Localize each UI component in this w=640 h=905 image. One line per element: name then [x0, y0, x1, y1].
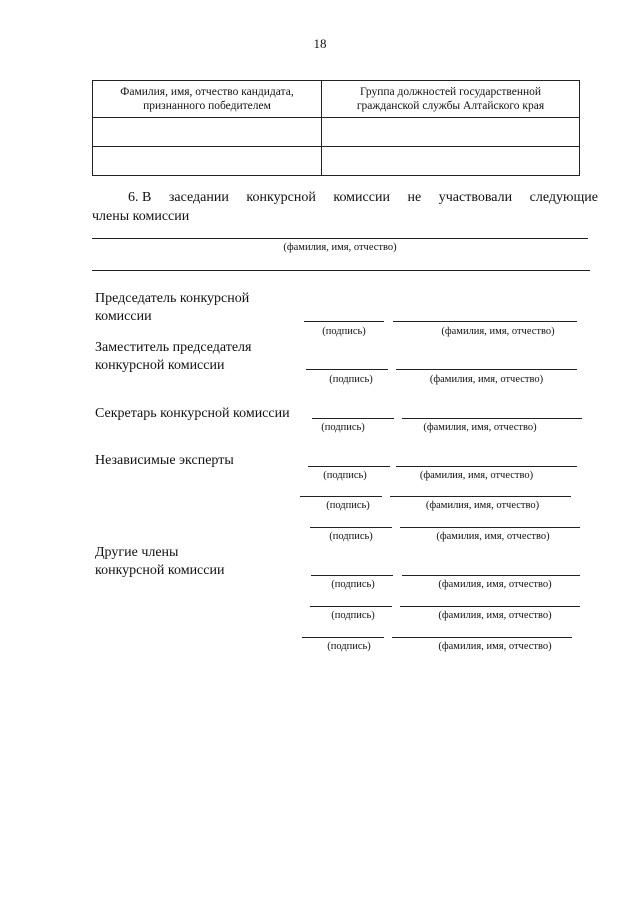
role-line: Заместитель председателя	[95, 340, 252, 355]
signature-caption: (подпись)	[331, 579, 375, 590]
paragraph-6-line-1	[92, 188, 598, 207]
table-header-row	[93, 81, 580, 118]
signature-caption: (подпись)	[323, 470, 367, 481]
role-line: Секретарь конкурсной комиссии	[95, 406, 290, 421]
signature-line[interactable]	[311, 575, 393, 576]
page-number: 18	[313, 36, 327, 51]
fio-caption: (фамилия, имя, отчество)	[425, 500, 540, 511]
table-row	[93, 118, 580, 147]
role-line: Независимые эксперты	[95, 453, 234, 468]
signature-line[interactable]	[302, 637, 384, 638]
role-chairman	[95, 290, 249, 326]
paragraph-word: комиссии	[333, 190, 390, 205]
table-cell[interactable]	[93, 147, 322, 176]
signature-caption: (подпись)	[326, 500, 370, 511]
signature-caption: (подпись)	[331, 610, 375, 621]
signature-line[interactable]	[300, 496, 382, 497]
role-line: конкурсной комиссии	[95, 563, 225, 578]
role-secretary	[95, 405, 290, 423]
fio-caption: (фамилия, имя, отчество)	[438, 610, 552, 621]
fio-caption: (фамилия, имя, отчество)	[423, 422, 537, 433]
fio-line[interactable]	[396, 369, 577, 370]
winners-table	[92, 80, 580, 176]
paragraph-word: не	[407, 190, 422, 205]
signature-line[interactable]	[310, 606, 392, 607]
fio-caption: (фамилия, имя, отчество)	[441, 326, 555, 337]
absent-members-line[interactable]	[92, 238, 588, 239]
role-line: Другие члены	[95, 545, 179, 560]
paragraph-word: участвовали	[438, 190, 513, 205]
fio-line[interactable]	[392, 637, 572, 638]
header-line: признанного победителем	[143, 100, 271, 112]
header-line: гражданской службы Алтайского края	[356, 100, 545, 112]
signature-caption: (подпись)	[329, 374, 373, 385]
fio-line[interactable]	[400, 606, 580, 607]
paragraph-6-line-2: члены комиссии	[92, 209, 190, 224]
signature-line[interactable]	[312, 418, 394, 419]
signature-caption: (подпись)	[322, 326, 366, 337]
absent-fio-caption: (фамилия, имя, отчество)	[283, 242, 397, 253]
table-header-cell-candidate	[93, 81, 322, 118]
role-experts	[95, 452, 234, 470]
fio-caption: (фамилия, имя, отчество)	[436, 531, 550, 542]
table-cell[interactable]	[322, 147, 580, 176]
fio-caption: (фамилия, имя, отчество)	[419, 470, 534, 481]
signature-line[interactable]	[310, 527, 392, 528]
absent-members-line-2[interactable]	[92, 270, 590, 271]
fio-caption: (фамилия, имя, отчество)	[438, 579, 552, 590]
paragraph-word: конкурсной	[246, 190, 316, 205]
paragraph-word: следующие	[529, 190, 598, 205]
fio-line[interactable]	[402, 575, 580, 576]
header-line: Группа должностей государственной	[359, 86, 542, 98]
table-cell[interactable]	[322, 118, 580, 147]
role-line: комиссии	[95, 309, 152, 324]
role-deputy	[95, 339, 251, 375]
role-line: конкурсной комиссии	[95, 358, 225, 373]
fio-line[interactable]	[393, 321, 577, 322]
signature-line[interactable]	[304, 321, 384, 322]
role-line: Председатель конкурсной	[95, 291, 250, 306]
table-cell[interactable]	[93, 118, 322, 147]
fio-caption: (фамилия, имя, отчество)	[429, 374, 544, 385]
signature-line[interactable]	[308, 466, 390, 467]
fio-caption: (фамилия, имя, отчество)	[438, 641, 552, 652]
table-header-cell-group	[322, 81, 580, 118]
fio-line[interactable]	[396, 466, 577, 467]
paragraph-6	[92, 188, 598, 226]
paragraph-word: заседании	[168, 190, 229, 205]
fio-line[interactable]	[390, 496, 571, 497]
table-row	[93, 147, 580, 176]
role-others	[95, 544, 224, 580]
signature-caption: (подпись)	[329, 531, 373, 542]
fio-line[interactable]	[402, 418, 582, 419]
signature-caption: (подпись)	[321, 422, 365, 433]
signature-line[interactable]	[306, 369, 388, 370]
header-line: Фамилия, имя, отчество кандидата,	[120, 86, 294, 98]
paragraph-word: 6. В	[128, 190, 152, 205]
signature-caption: (подпись)	[327, 641, 371, 652]
fio-line[interactable]	[400, 527, 580, 528]
